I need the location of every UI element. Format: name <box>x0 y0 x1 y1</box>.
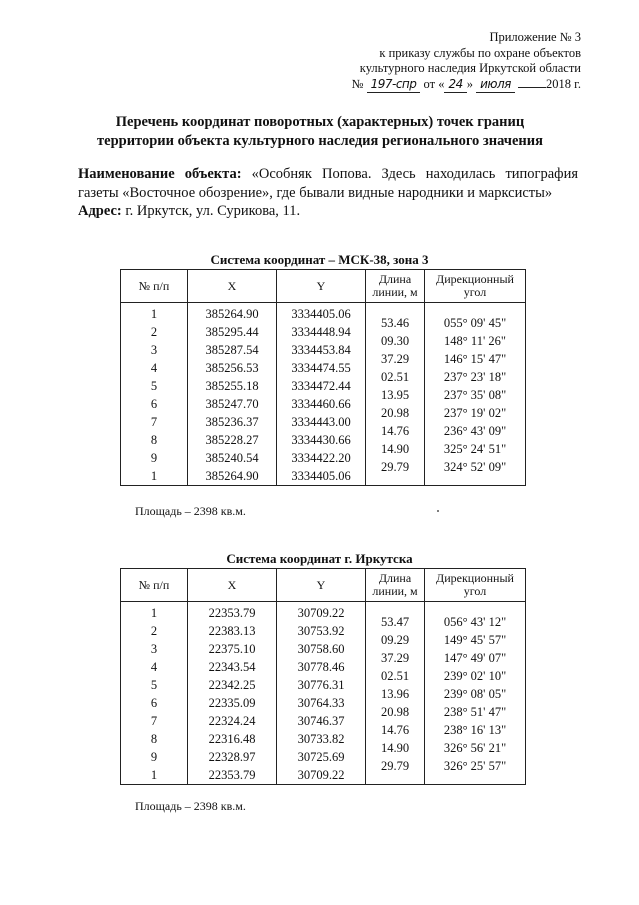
y-value: 30709.22 <box>297 606 345 620</box>
y-value: 3334422.20 <box>291 451 351 465</box>
length-value: 14.76 <box>380 424 410 438</box>
length-value: 14.90 <box>380 442 410 456</box>
length-value: 09.29 <box>380 633 410 647</box>
point-number: 8 <box>150 433 158 447</box>
x-value: 385240.54 <box>205 451 259 465</box>
column-num <box>121 602 188 785</box>
area-text-2: Площадь – 2398 кв.м. <box>135 799 246 813</box>
coordinates-table-msk38 <box>120 269 526 486</box>
y-value: 3334474.55 <box>291 361 351 375</box>
column-angle <box>425 602 526 785</box>
document-title <box>40 113 600 151</box>
point-number: 6 <box>150 696 158 710</box>
length-value: 14.76 <box>380 723 410 737</box>
point-number: 9 <box>150 451 158 465</box>
y-value: 30725.69 <box>297 750 345 764</box>
table-1-title: Система координат – МСК-38, зона 3 <box>210 252 429 267</box>
column-x <box>188 303 277 486</box>
column-num <box>121 303 188 486</box>
y-value: 30746.37 <box>297 714 345 728</box>
x-value: 385255.18 <box>205 379 259 393</box>
y-value: 30764.33 <box>297 696 345 710</box>
length-value: 37.29 <box>380 651 410 665</box>
column-y <box>277 303 366 486</box>
y-value: 30778.46 <box>297 660 345 674</box>
point-number: 1 <box>150 606 158 620</box>
table-header-row <box>121 569 526 602</box>
object-name <box>78 165 578 202</box>
y-value: 30753.92 <box>297 624 345 638</box>
appendix-line-3: культурного наследия Иркутской области <box>359 61 581 75</box>
length-value: 13.95 <box>380 388 410 402</box>
x-value: 385287.54 <box>205 343 259 357</box>
date-from: от « <box>423 76 445 91</box>
point-number: 7 <box>150 714 158 728</box>
number-prefix: № <box>351 76 364 91</box>
x-value: 385264.90 <box>205 469 259 483</box>
x-value: 22353.79 <box>208 606 256 620</box>
length-value: 13.96 <box>380 687 410 701</box>
address-value: г. Иркутск, ул. Сурикова, 11. <box>125 203 301 219</box>
length-value: 29.79 <box>380 460 410 474</box>
length-value: 20.98 <box>380 406 410 420</box>
angle-value: 056° 43' 12" <box>443 615 507 629</box>
column-length <box>366 303 425 486</box>
scan-dot <box>437 510 439 512</box>
angle-value: 146° 15' 47" <box>443 352 507 366</box>
column-angle <box>425 303 526 486</box>
order-number-handwritten: 197-спр <box>367 77 421 94</box>
angle-value: 237° 19' 02" <box>443 406 507 420</box>
angle-value: 325° 24' 51" <box>443 442 507 456</box>
angle-value: 239° 02' 10" <box>443 669 507 683</box>
y-value: 3334460.66 <box>291 397 351 411</box>
header-length: Длина линии, м <box>366 270 425 303</box>
point-number: 3 <box>150 642 158 656</box>
date-month-handwritten: июля <box>476 77 515 94</box>
x-value: 22343.54 <box>208 660 256 674</box>
y-value: 3334453.84 <box>291 343 351 357</box>
point-number: 1 <box>150 307 158 321</box>
object-address <box>78 202 578 221</box>
object-name-value: «Особняк Попова. Здесь находилась типография газеты «Восточное обозрение», где бывали видные народники и марксисты» <box>78 166 579 201</box>
header-length: Длина линии, м <box>366 569 425 602</box>
table-body-row <box>121 602 526 785</box>
x-value: 22375.10 <box>208 642 256 656</box>
area-text-1: Площадь – 2398 кв.м. <box>135 504 246 518</box>
table-2-title: Система координат г. Иркутска <box>226 551 413 566</box>
point-number: 2 <box>150 325 158 339</box>
address-label: Адрес: <box>78 203 122 219</box>
order-number-line <box>352 77 581 94</box>
length-value: 29.79 <box>380 759 410 773</box>
length-value: 53.47 <box>380 615 410 629</box>
point-number: 5 <box>150 678 158 692</box>
coordinates-table-irkutsk <box>120 568 526 785</box>
length-value: 20.98 <box>380 705 410 719</box>
angle-value: 238° 16' 13" <box>443 723 507 737</box>
point-number: 4 <box>150 660 158 674</box>
appendix-line-2: к приказу службы по охране объектов <box>379 45 581 60</box>
length-value: 53.46 <box>380 316 410 330</box>
header-num: № п/п <box>121 569 188 602</box>
y-value: 3334448.94 <box>291 325 351 339</box>
x-value: 22335.09 <box>208 696 256 710</box>
point-number: 4 <box>150 361 158 375</box>
x-value: 385256.53 <box>205 361 259 375</box>
y-value: 30733.82 <box>297 732 345 746</box>
y-value: 30776.31 <box>297 678 345 692</box>
length-value: 37.29 <box>380 352 410 366</box>
y-value: 3334430.66 <box>291 433 351 447</box>
x-value: 385247.70 <box>205 397 259 411</box>
date-mid: » <box>466 76 473 91</box>
angle-value: 239° 08' 05" <box>443 687 507 701</box>
y-value: 30758.60 <box>297 642 345 656</box>
date-day-handwritten: 24 <box>444 77 466 94</box>
point-number: 5 <box>150 379 158 393</box>
y-value: 3334405.06 <box>291 469 351 483</box>
date-blank <box>518 87 546 88</box>
table-body-row <box>121 303 526 486</box>
point-number: 8 <box>150 732 158 746</box>
length-value: 02.51 <box>380 669 410 683</box>
header-angle: Дирекционный угол <box>425 569 526 602</box>
x-value: 22353.79 <box>208 768 256 782</box>
table-header-row <box>121 270 526 303</box>
length-value: 14.90 <box>380 741 410 755</box>
point-number: 6 <box>150 397 158 411</box>
x-value: 22316.48 <box>208 732 256 746</box>
y-value: 3334443.00 <box>291 415 351 429</box>
column-length <box>366 602 425 785</box>
x-value: 385264.90 <box>205 307 259 321</box>
length-value: 02.51 <box>380 370 410 384</box>
length-value: 09.30 <box>380 334 410 348</box>
angle-value: 324° 52' 09" <box>443 460 507 474</box>
angle-value: 326° 25' 57" <box>443 759 507 773</box>
date-year: 2018 г. <box>546 76 581 91</box>
point-number: 1 <box>150 768 158 782</box>
column-y <box>277 602 366 785</box>
angle-value: 237° 23' 18" <box>443 370 507 384</box>
object-name-label: Наименование объекта: <box>78 166 242 182</box>
angle-value: 148° 11' 26" <box>444 334 506 348</box>
title-line-2: территории объекта культурного наследия регионального значения <box>97 133 543 149</box>
header-y: Y <box>277 270 366 303</box>
angle-value: 055° 09' 45" <box>443 316 507 330</box>
header-x: X <box>188 270 277 303</box>
header-x: X <box>188 569 277 602</box>
angle-value: 147° 49' 07" <box>443 651 507 665</box>
header-angle: Дирекционный угол <box>425 270 526 303</box>
x-value: 385228.27 <box>205 433 259 447</box>
y-value: 3334472.44 <box>291 379 351 393</box>
x-value: 22383.13 <box>208 624 256 638</box>
point-number: 1 <box>150 469 158 483</box>
x-value: 22342.25 <box>208 678 256 692</box>
y-value: 3334405.06 <box>291 307 351 321</box>
appendix-block <box>352 30 581 93</box>
x-value: 22328.97 <box>208 750 256 764</box>
angle-value: 326° 56' 21" <box>443 741 507 755</box>
column-x <box>188 602 277 785</box>
x-value: 385236.37 <box>205 415 259 429</box>
object-info <box>78 165 578 221</box>
x-value: 22324.24 <box>208 714 256 728</box>
point-number: 9 <box>150 750 158 764</box>
x-value: 385295.44 <box>205 325 259 339</box>
angle-value: 238° 51' 47" <box>443 705 507 719</box>
point-number: 7 <box>150 415 158 429</box>
appendix-line-1: Приложение № 3 <box>489 30 581 44</box>
header-y: Y <box>277 569 366 602</box>
point-number: 2 <box>150 624 158 638</box>
y-value: 30709.22 <box>297 768 345 782</box>
angle-value: 149° 45' 57" <box>443 633 507 647</box>
angle-value: 236° 43' 09" <box>443 424 507 438</box>
point-number: 3 <box>150 343 158 357</box>
header-num: № п/п <box>121 270 188 303</box>
angle-value: 237° 35' 08" <box>443 388 507 402</box>
title-line-1: Перечень координат поворотных (характерных) точек границ <box>115 114 525 130</box>
